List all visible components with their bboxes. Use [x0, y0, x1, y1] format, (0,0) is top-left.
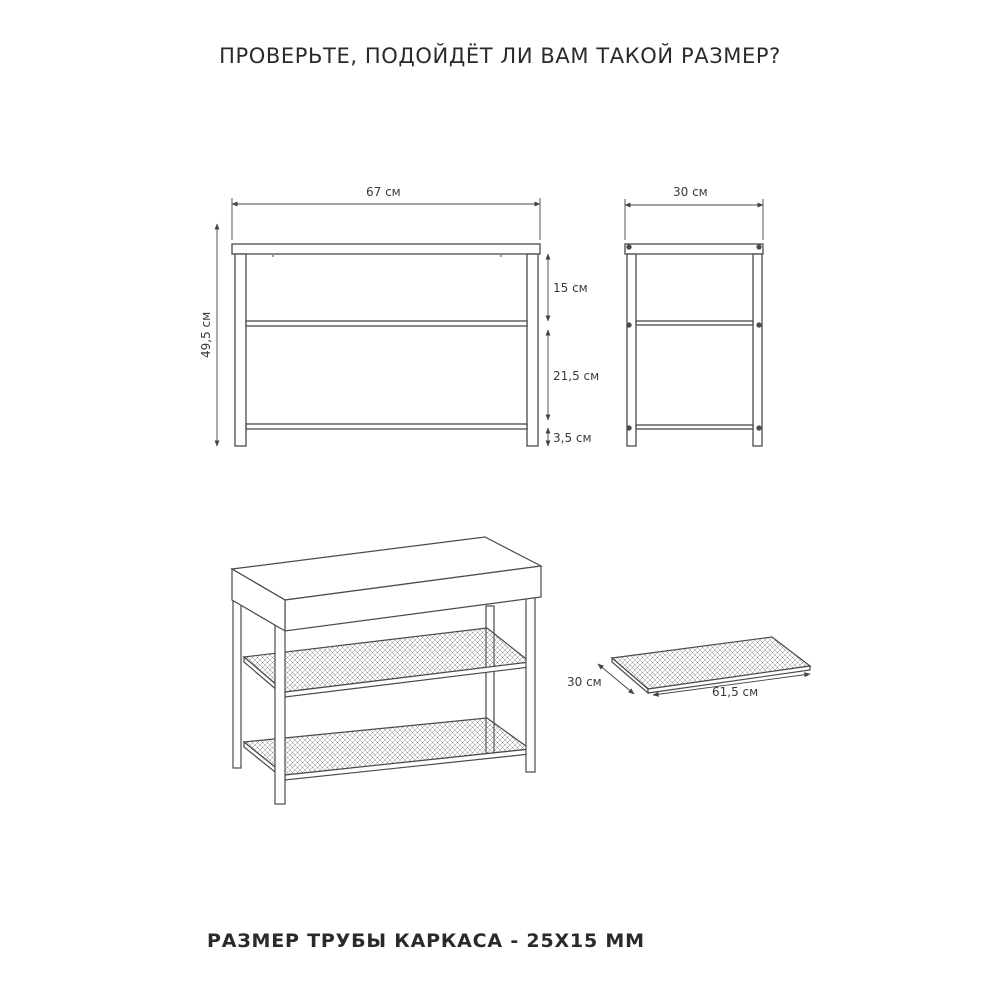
side-dimensions [625, 199, 763, 240]
front-left-leg-persp [275, 626, 285, 804]
front-right-leg [527, 254, 538, 446]
front-right-leg-persp [526, 597, 535, 772]
side-bottom-shelf [636, 425, 753, 429]
page-title: ПРОВЕРЬТЕ, ПОДОЙДЁТ ЛИ ВАМ ТАКОЙ РАЗМЕР? [219, 44, 781, 68]
detail-depth-label: 30 см [567, 675, 602, 689]
top-gap-label: 15 см [553, 281, 588, 295]
perspective-view [232, 537, 541, 804]
front-width-label: 67 см [366, 185, 401, 199]
back-left-leg [233, 596, 241, 768]
side-seat [625, 244, 763, 254]
side-depth-label: 30 см [673, 185, 708, 199]
front-left-leg [235, 254, 246, 446]
shelf-detail [612, 637, 810, 693]
side-middle-shelf [636, 321, 753, 325]
frame-tube-size-note: РАЗМЕР ТРУБЫ КАРКАСА - 25Х15 ММ [207, 930, 645, 952]
front-height-label: 49,5 см [199, 311, 213, 358]
front-view [232, 244, 540, 446]
leg-height-label: 3,5 см [553, 431, 592, 445]
front-seat [232, 244, 540, 254]
side-view [625, 244, 763, 446]
detail-length-label: 61,5 см [712, 685, 759, 699]
front-middle-shelf [246, 321, 527, 326]
middle-gap-label: 21,5 см [553, 369, 600, 383]
side-front-leg [627, 254, 636, 446]
side-back-leg [753, 254, 762, 446]
front-bottom-shelf [246, 424, 527, 429]
